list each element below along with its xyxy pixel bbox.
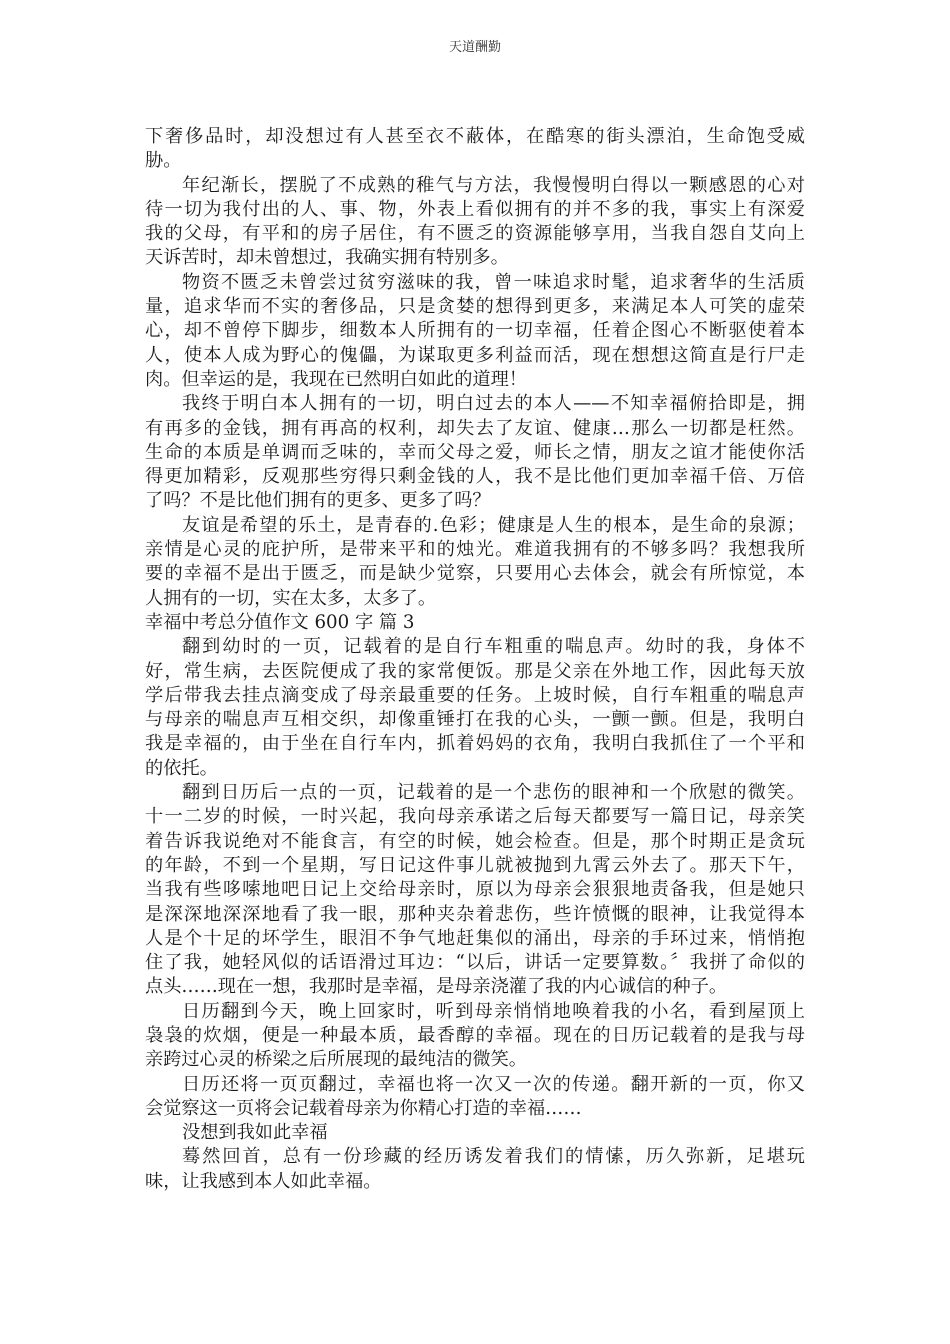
text-line: 了吗？不是比他们拥有的更多、更多了吗？ [145,490,491,512]
text-line: 当我有些哆嗦地吧日记上交给母亲时，原以为母亲会狠狠地责备我，但是她只 [145,879,805,901]
text-line: 与母亲的喘息声互相交织，却像重锤打在我的心头，一颤一颤。但是，我明白 [145,709,805,731]
text-line: 亲情是心灵的庇护所，是带来平和的烛光。难道我拥有的不够多吗？我想我所 [145,539,805,561]
text-line: 肉。但幸运的是，我现在已然明白如此的道理！ [145,368,527,390]
text-line: 我终于明白本人拥有的一切，明白过去的本人——不知幸福俯拾即是，拥 [182,393,805,415]
text-line: 日历翻到今天，晚上回家时，听到母亲悄悄地唤着我的小名，看到屋顶上 [182,1000,805,1022]
text-line: 住了我，她轻风似的话语滑过耳边：“以后，讲话一定要算数。〞我拼了命似的 [145,952,805,974]
text-line: 蓦然回首，总有一份珍藏的经历诱发着我们的情愫，历久弥新，足堪玩 [182,1146,805,1168]
text-line: 要的幸福不是出于匮乏，而是缺少觉察，只要用心去体会，就会有所惊觉，本 [145,563,805,585]
text-line: 着告诉我说绝对不能食言，有空的时候，她会检查。但是，那个时期正是贪玩 [145,830,805,852]
text-line: 是深深地深深地看了我一眼，那种夹杂着悲伤，些许愤慨的眼神，让我觉得本 [145,903,805,925]
text-line: 年纪渐长，摆脱了不成熟的稚气与方法，我慢慢明白得以一颗感恩的心对 [182,174,805,196]
text-line: 学后带我去挂点滴变成了母亲最重要的任务。上坡时候，自行车粗重的喘息声 [145,684,805,706]
page-header: 天道酬勤 [448,40,501,55]
text-line: 十一二岁的时候，一时兴起，我向母亲承诺之后每天都要写一篇日记，母亲笑 [145,806,805,828]
text-line: 我是幸福的，由于坐在自行车内，抓着妈妈的衣角，我明白我抓住了一个平和 [145,733,805,755]
text-line: 量，追求华而不实的奢侈品，只是贪婪的想得到更多，来满足本人可笑的虚荣 [145,296,805,318]
text-line: 好，常生病，去医院便成了我的家常便饭。那是父亲在外地工作，因此每天放 [145,660,805,682]
text-line: 会觉察这一页将会记载着母亲为你精心打造的幸福…… [145,1097,582,1119]
text-line: 人是个十足的坏学生，眼泪不争气地赶集似的涌出，母亲的手环过来，悄悄抱 [145,927,805,949]
text-line: 物资不匮乏未曾尝过贫穷滋味的我，曾一味追求时髦，追求奢华的生活质 [182,271,805,293]
text-line: 日历还将一页页翻过，幸福也将一次又一次的传递。翻开新的一页，你又 [182,1073,805,1095]
body-text [145,125,805,1194]
text-line: 翻到日历后一点的一页，记载着的是一个悲伤的眼神和一个欣慰的微笑。 [182,782,805,804]
text-line: 待一切为我付出的人、事、物，外表上看似拥有的并不多的我，事实上有深爱 [145,198,805,220]
text-line: 胁。 [145,150,182,172]
text-line: 幸福中考总分值作文 600 字 篇 3 [145,611,415,633]
text-line: 的依托。 [145,757,218,779]
text-line: 没想到我如此幸福 [182,1122,328,1144]
text-line: 点头……现在一想，我那时是幸福，是母亲浇灌了我的内心诚信的种子。 [145,976,728,998]
text-line: 亲跨过心灵的桥梁之后所展现的最纯洁的微笑。 [145,1049,527,1071]
text-line: 人拥有的一切，实在太多，太多了。 [145,587,437,609]
text-line: 有再多的金钱，拥有再高的权利，却失去了友谊、健康…那么一切都是枉然。 [145,417,805,439]
text-line: 心，却不曾停下脚步，细数本人所拥有的一切幸福，任着企图心不断驱使着本 [145,320,805,342]
text-line: 人，使本人成为野心的傀儡，为谋取更多利益而活，现在想想这简直是行尸走 [145,344,805,366]
text-line: 得更加精彩，反观那些穷得只剩金钱的人，我不是比他们更加幸福千倍、万倍 [145,466,805,488]
text-line: 的年龄，不到一个星期，写日记这件事儿就被抛到九霄云外去了。那天下午， [145,854,805,876]
text-line: 生命的本质是单调而乏味的，幸而父母之爱，师长之情，朋友之谊才能使你活 [145,441,805,463]
text-line: 翻到幼时的一页，记载着的是自行车粗重的喘息声。幼时的我，身体不 [182,636,805,658]
text-line: 味，让我感到本人如此幸福。 [145,1170,382,1192]
text-line: 袅袅的炊烟，便是一种最本质，最香醇的幸福。现在的日历记载着的是我与母 [145,1024,805,1046]
text-line: 我的父母，有平和的房子居住，有不匮乏的资源能够享用，当我自怨自艾向上 [145,223,805,245]
text-line: 友谊是希望的乐土，是青春的.色彩；健康是人生的根本，是生命的泉源； [182,514,805,536]
text-line: 下奢侈品时，却没想过有人甚至衣不蔽体，在酷寒的街头漂泊，生命饱受威 [145,126,805,147]
text-line: 天诉苦时，却未曾想过，我确实拥有特别多。 [145,247,509,269]
